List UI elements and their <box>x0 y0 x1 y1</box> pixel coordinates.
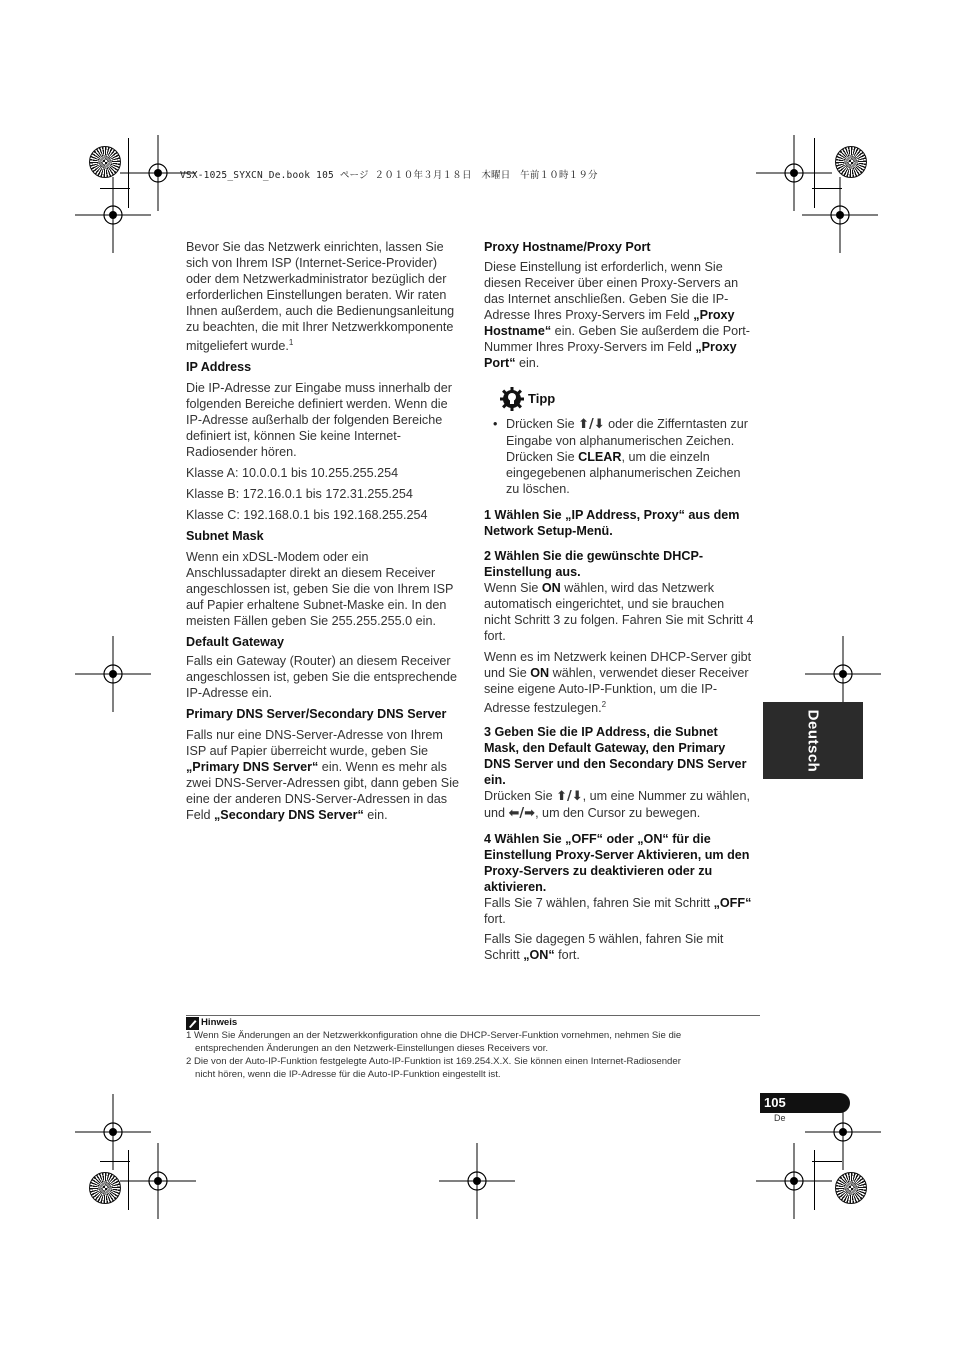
crosshair-icon <box>120 1143 196 1219</box>
page-number-badge: 105 <box>760 1093 850 1113</box>
print-header: VSX-1025_SYXCN_De.book 105 ページ ２０１０年３月１８日 木曜日 午前１０時１９分 <box>180 170 598 181</box>
step-2: 2 Wählen Sie die gewünschte DHCP-Einstellung aus. <box>484 549 704 579</box>
note-icon <box>186 1017 199 1030</box>
footnote-1-line-1: 1 Wenn Sie Änderungen an der Netzwerkkonfiguration ohne die DHCP-Server-Funktion vornehmen, nehmen Sie die <box>186 1030 682 1041</box>
proxy-heading: Proxy Hostname/Proxy Port <box>484 240 651 254</box>
ip-address-heading: IP Address <box>186 360 252 375</box>
subnet-mask-heading: Subnet Mask <box>186 529 264 544</box>
sunburst-mark-icon <box>89 1172 121 1204</box>
crosshair-icon <box>756 1143 832 1219</box>
tip-header <box>484 387 754 413</box>
class-a-range: Klasse A: 10.0.0.1 bis 10.255.255.254 <box>186 466 399 481</box>
footnote-heading: Hinweis <box>201 1017 238 1028</box>
default-gateway-heading: Default Gateway <box>186 635 284 650</box>
step-1: 1 Wählen Sie „IP Address, Proxy“ aus dem Network Setup-Menü. <box>484 508 740 538</box>
footnote-2-line-1: 2 Die von der Auto-IP-Funktion festgelegte Auto-IP-Funktion ist 169.254.X.X. Sie können einen Internet-Radiosender <box>186 1056 681 1067</box>
dns-server-heading: Primary DNS Server/Secondary DNS Server <box>186 707 447 722</box>
step-3-text: Drücken Sie ⬆/⬇, um eine Nummer zu wählen, und ⬅/➡, um den Cursor zu bewegen. <box>484 789 750 822</box>
default-gateway-text: Falls ein Gateway (Router) an diesem Receiver angeschlossen ist, geben Sie die entsprechende IP-Adresse ein. <box>186 654 457 701</box>
crosshair-icon <box>439 1143 515 1219</box>
tip-label: Tipp <box>528 391 556 406</box>
left-right-arrow-icon: ⬅/➡ <box>508 806 536 822</box>
step-2-text-a: Wenn Sie ON wählen, wird das Netzwerk automatisch eingerichtet, und sie brauchen nicht Schritt 3 zu folgen. Fahren Sie mit Schritt 4 fort. <box>484 581 754 643</box>
footnotes <box>186 1016 760 1081</box>
intro-paragraph: Bevor Sie das Netzwerk einrichten, lassen Sie sich von Ihrem ISP (Internet-Serice-Provider) oder dem Netzwerkadministrator bezüglich der erforderlichen Einstellungen beraten. Wir raten Ihnen außerdem, auch die Bedienungsanleitung zu beachten, die mit Ihrer Netzwerkkomponente mitgeliefert wurde.$^1$ <box>186 240 455 354</box>
lightbulb-gear-icon <box>500 387 524 411</box>
sunburst-mark-icon <box>835 1172 867 1204</box>
left-column <box>186 239 462 823</box>
step-4: 4 Wählen Sie „OFF“ oder „ON“ für die Einstellung Proxy-Server Aktivieren, um den Proxy-Servers zu deaktivieren oder zu aktivieren. <box>484 832 750 895</box>
right-column <box>484 239 754 963</box>
ip-address-text: Die IP-Adresse zur Eingabe muss innerhalb der folgenden Bereiche definiert werden. Wenn die IP-Adresse außerhalb der folgenden Bereiche definiert ist, können Sie keine Internet-Radiosender hören. <box>186 381 452 460</box>
tip-text: Drücken Sie ⬆/⬇ oder die Zifferntasten zur Eingabe von alphanumerischen Zeichen. Drücken Sie CLEAR, um die einzeln eingegebenen alphanumerischen Zeichen zu löschen. <box>506 417 748 496</box>
up-down-arrow-icon: ⬆/⬇ <box>578 417 605 432</box>
tip-bullet: • Drücken Sie ⬆/⬇ oder die Zifferntasten zur Eingabe von alphanumerischen Zeichen. Drücken Sie CLEAR, um die einzeln eingegebenen alphanumerischen Zeichen zu löschen. <box>484 416 754 497</box>
footnote-1-line-2: entsprechenden Änderungen an den Netzwerk-Einstellungen dieses Receivers vor. <box>195 1043 549 1054</box>
dns-server-text: Falls nur eine DNS-Server-Adresse von Ihrem ISP auf Papier überreicht wurde, geben Sie „Primary DNS Server“ ein. Wenn es mehr als zwei DNS-Server-Adressen gibt, dann geben Sie eine der anderen DNS-Server-Adressen in das Feld „Secondary DNS Server“ ein. <box>186 728 460 823</box>
up-down-arrow-icon: ⬆/⬇ <box>556 789 583 805</box>
crosshair-icon <box>805 636 881 712</box>
sunburst-mark-icon <box>89 146 121 178</box>
step-3: 3 Geben Sie die IP Address, die Subnet Mask, den Default Gateway, den Primary DNS Server und den Secondary DNS Server ein. <box>484 725 747 788</box>
class-c-range: Klasse C: 192.168.0.1 bis 192.168.255.254 <box>186 508 428 523</box>
footnote-2-line-2: nicht hören, wenn die IP-Adresse für die Auto-IP-Funktion eingestellt ist. <box>195 1069 501 1080</box>
footnote-header <box>186 1016 760 1029</box>
class-b-range: Klasse B: 172.16.0.1 bis 172.31.255.254 <box>186 487 413 502</box>
crosshair-icon <box>75 636 151 712</box>
page-language: De <box>774 1113 786 1123</box>
sunburst-mark-icon <box>835 146 867 178</box>
step-4-text-b: Falls Sie dagegen 5 wählen, fahren Sie mit Schritt „ON“ fort. <box>484 932 724 963</box>
proxy-text: Diese Einstellung ist erforderlich, wenn Sie diesen Receiver über einen Proxy-Servers an das Internet anschließen. Geben Sie die IP-Adresse Ihres Proxy-Servers im Feld „Proxy Hostname“ ein. Geben Sie außerdem die Port-Nummer Ihres Proxy-Servers im Feld „Proxy Port“ ein. <box>484 260 750 370</box>
subnet-mask-text: Wenn ein xDSL-Modem oder ein Anschlussadapter direkt an diesem Receiver angeschlossen ist, geben Sie die von Ihrem ISP auf Papier erhaltene Subnet-Maske ein. In den meisten Fällen geben Sie 255.255.255.0 ein. <box>186 550 454 629</box>
language-side-tab: Deutsch <box>763 702 863 779</box>
step-2-text-b: Wenn es im Netzwerk keinen DHCP-Server gibt und Sie ON wählen, verwendet dieser Receiver seine eigene Auto-IP-Funktion, um die IP-Adresse festzulegen.$^2$ <box>484 650 752 716</box>
step-4-text-a: Falls Sie 7 wählen, fahren Sie mit Schritt „OFF“ fort. <box>484 896 752 927</box>
